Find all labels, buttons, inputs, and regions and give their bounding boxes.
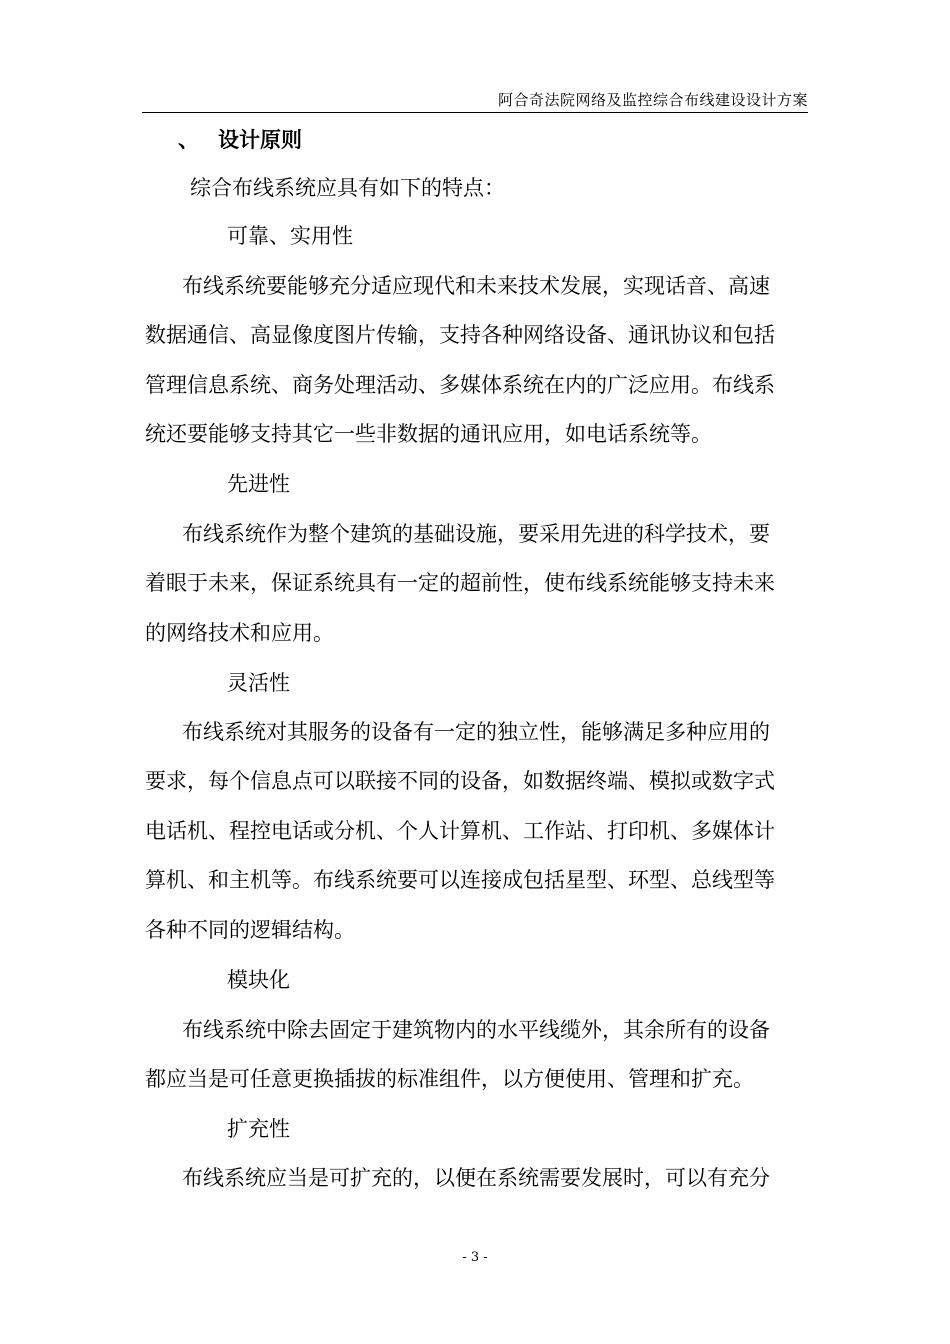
item-title: 模块化 (227, 968, 290, 992)
header-rule (142, 112, 808, 113)
paragraph-line: 布线系统作为整个建筑的基础设施，要采用先进的科学技术，要 (182, 522, 770, 546)
item-title: 扩充性 (227, 1117, 290, 1141)
paragraph-line: 统还要能够支持其它一些非数据的通讯应用，如电话系统等。 (145, 422, 712, 446)
paragraph-line: 各种不同的逻辑结构。 (145, 918, 355, 942)
paragraph-line: 布线系统要能够充分适应现代和未来技术发展，实现话音、高速 (182, 274, 770, 298)
paragraph-line: 的网络技术和应用。 (145, 621, 334, 645)
paragraph-line: 布线系统应当是可扩充的，以便在系统需要发展时，可以有充分 (182, 1166, 770, 1190)
section-marker: 、 (178, 127, 199, 152)
item-title: 先进性 (227, 472, 290, 496)
paragraph-line: 着眼于未来，保证系统具有一定的超前性，使布线系统能够支持未来 (145, 571, 775, 595)
paragraph-line: 算机、和主机等。布线系统要可以连接成包括星型、环型、总线型等 (145, 868, 775, 892)
paragraph-line: 布线系统中除去固定于建筑物内的水平线缆外，其余所有的设备 (182, 1018, 770, 1042)
section-heading (178, 124, 302, 154)
page-number: - 3 - (462, 1250, 488, 1265)
item-title: 灵活性 (227, 671, 290, 695)
paragraph-line: 管理信息系统、商务处理活动、多媒体系统在内的广泛应用。布线系 (145, 373, 775, 397)
paragraph-line: 数据通信、高显像度图片传输，支持各种网络设备、通讯协议和包括 (145, 323, 775, 347)
paragraph-line: 布线系统对其服务的设备有一定的独立性，能够满足多种应用的 (182, 720, 770, 744)
paragraph-line: 要求，每个信息点可以联接不同的设备，如数据终端、模拟或数字式 (145, 769, 775, 793)
paragraph-line: 都应当是可任意更换插拔的标准组件，以方便使用、管理和扩充。 (145, 1067, 754, 1091)
intro-text: 综合布线系统应具有如下的特点： (190, 176, 505, 200)
header-title: 阿合奇法院网络及监控综合布线建设设计方案 (497, 91, 808, 109)
item-title: 可靠、实用性 (227, 224, 353, 248)
section-title: 设计原则 (218, 127, 302, 152)
paragraph-line: 电话机、程控电话或分机、个人计算机、工作站、打印机、多媒体计 (145, 819, 775, 843)
